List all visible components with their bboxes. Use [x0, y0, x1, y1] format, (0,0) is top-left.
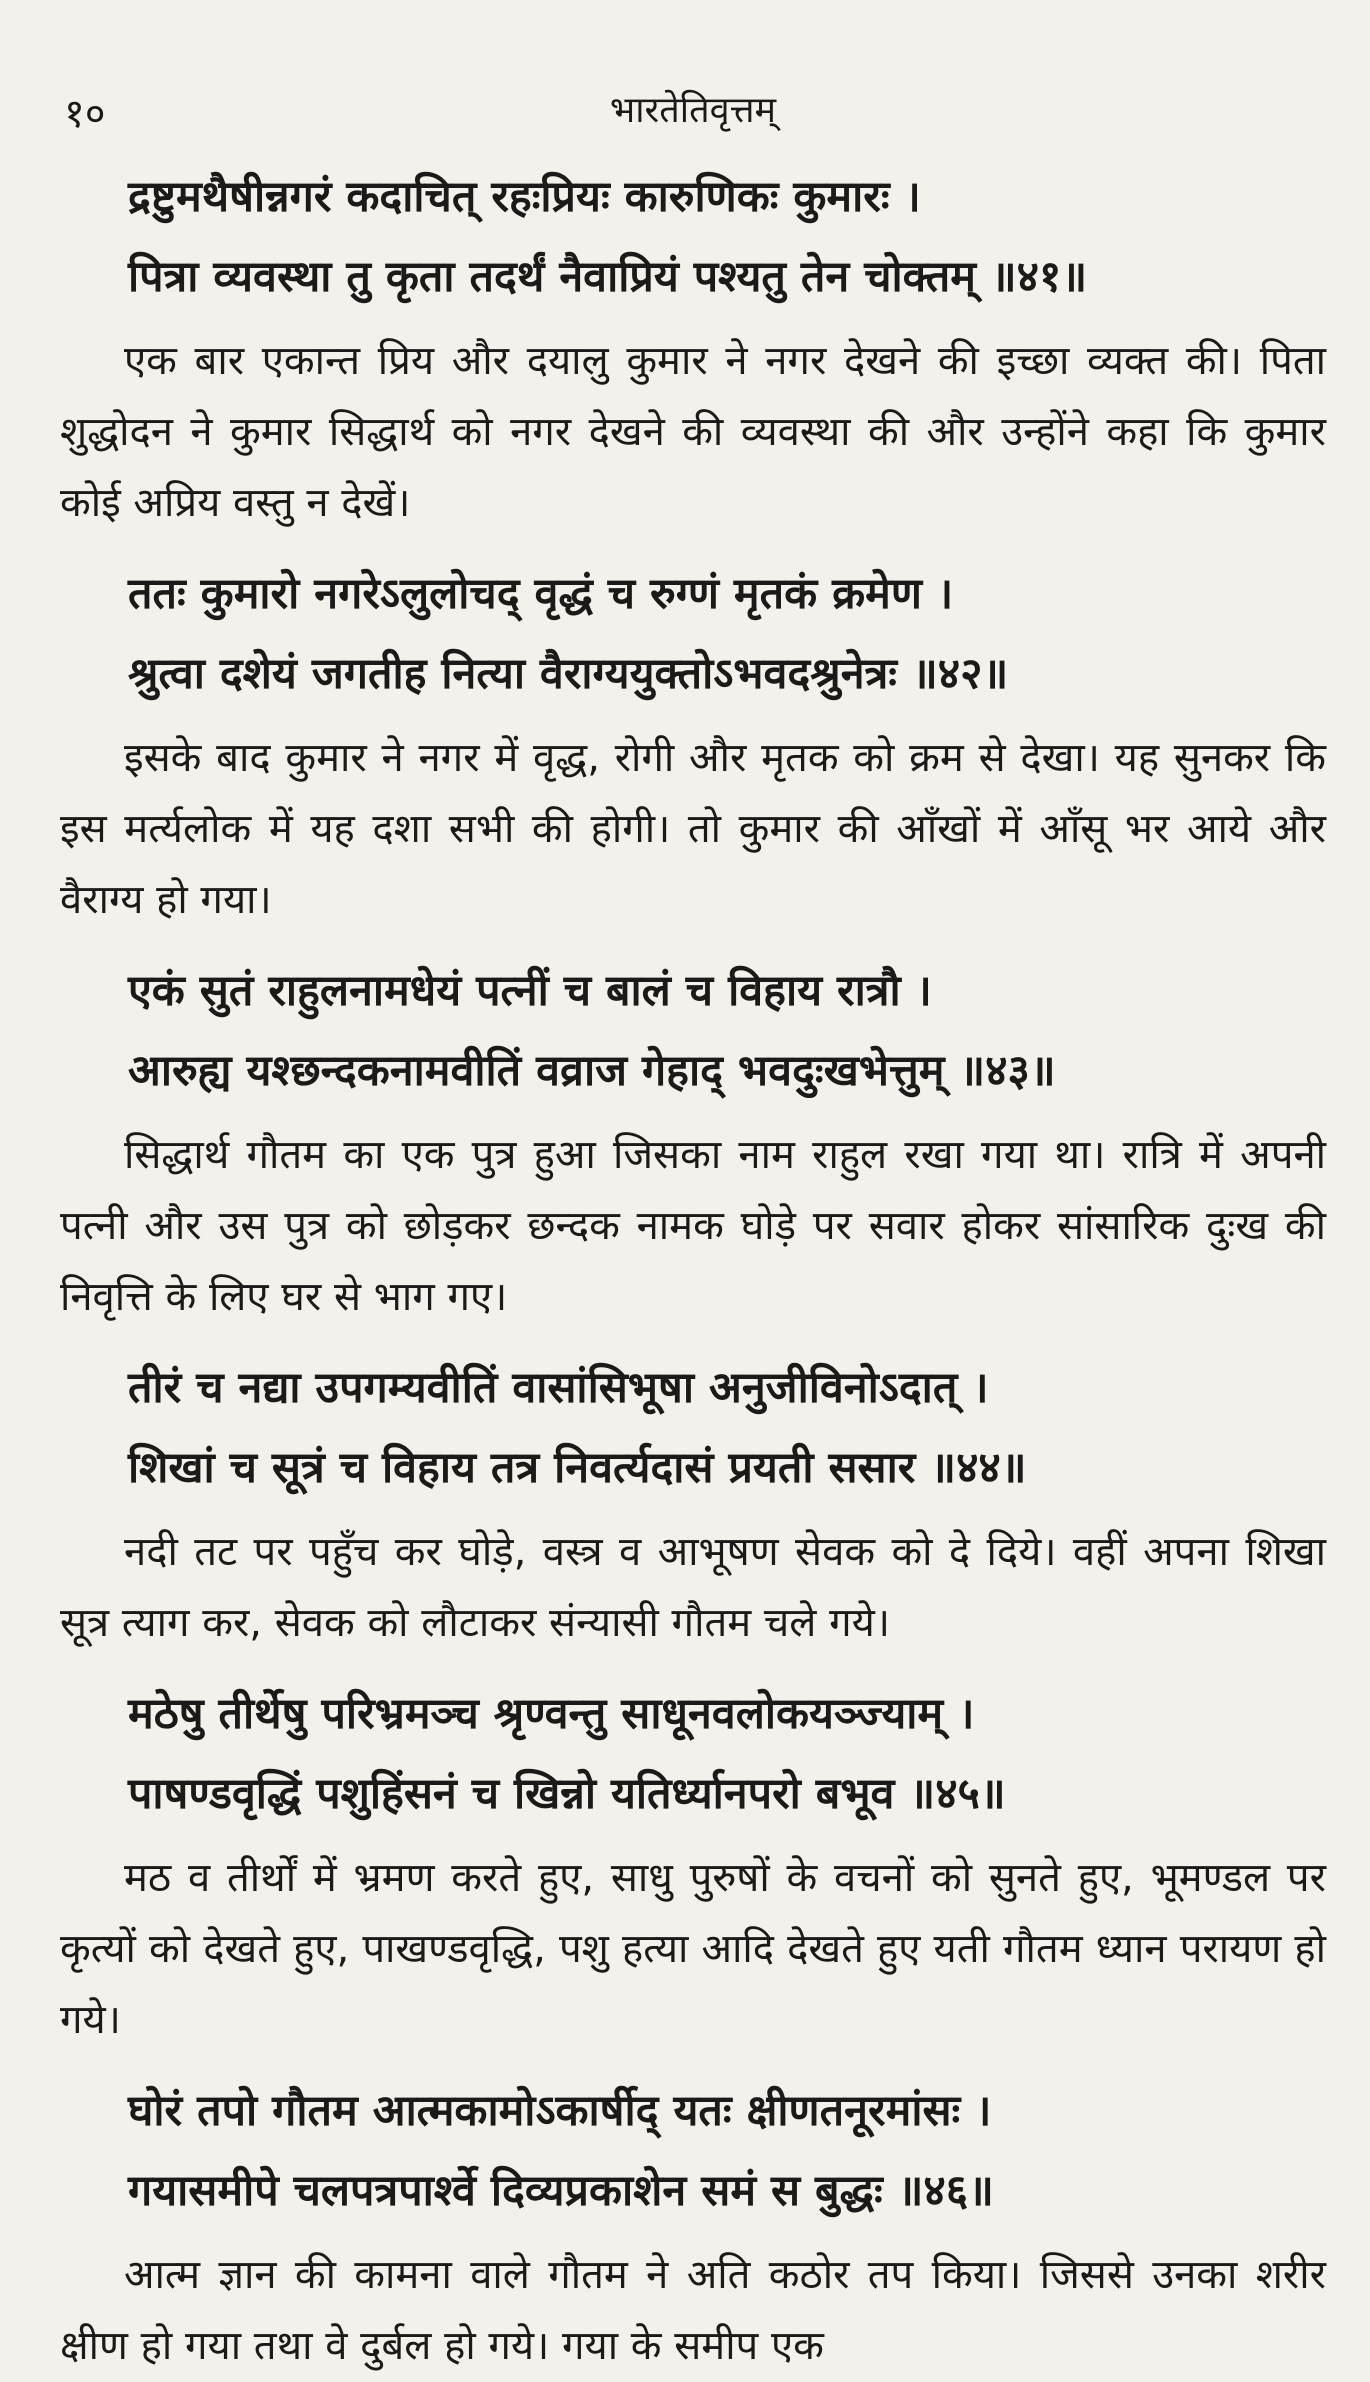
translation-45 — [60, 1843, 1326, 2056]
verse-41 — [60, 160, 1326, 314]
translation-44 — [60, 1517, 1326, 1659]
verse-line: एकं सुतं राहुलनामधेयं पत्नीं च बालं च विहाय रात्रौ । — [128, 966, 932, 1016]
verse-line: ततः कुमारो नगरेऽलुलोचद् वृद्धं च रुग्णं मृतकं क्रमेण । — [128, 569, 954, 619]
verse-45 — [60, 1677, 1326, 1831]
page-number: १० — [64, 91, 106, 137]
verse-line: पित्रा व्यवस्था तु कृता तदर्थं नैवाप्रियं पश्यतु तेन चोक्तम् ॥४१॥ — [128, 252, 1088, 302]
verse-line: श्रुत्वा दशेयं जगतीह नित्या वैराग्ययुक्तोऽभवदश्रुनेत्रः ॥४२॥ — [128, 649, 1009, 699]
verse-43 — [60, 954, 1326, 1108]
verse-46 — [60, 2074, 1326, 2228]
verse-line: गयासमीपे चलपत्रपार्श्वे दिव्यप्रकाशेन समं स बुद्धः ॥४६॥ — [128, 2166, 994, 2216]
verse-line: आरुह्य यश्छन्दकनामवीतिं वव्राज गेहाद् भवदुःखभेत्तुम् ॥४३॥ — [128, 1046, 1056, 1096]
translation-43 — [60, 1120, 1326, 1333]
translation-text: सिद्धार्थ गौतम का एक पुत्र हुआ जिसका नाम राहुल रखा गया था। रात्रि में अपनी पत्नी और उस पुत्र को छोड़कर छन्दक नामक घोड़े पर सवार होकर सांसारिक दुःख की निवृत्ति के लिए घर से भाग गए। — [60, 1132, 1326, 1320]
verse-line: तीरं च नद्या उपगम्यवीतिं वासांसिभूषा अनुजीविनोऽदात् । — [128, 1363, 989, 1413]
translation-text: मठ व तीर्थों में भ्रमण करते हुए, साधु पुरुषों के वचनों को सुनते हुए, भूमण्डल पर कृत्यों को देखते हुए, पाखण्डवृद्धि, पशु हत्या आदि देखते हुए यती गौतम ध्यान परायण हो गये। — [60, 1855, 1326, 2043]
page-header — [60, 84, 1326, 154]
verse-line: घोरं तपो गौतम आत्मकामोऽकार्षीद् यतः क्षीणतनूरमांसः । — [128, 2086, 992, 2136]
translation-42 — [60, 723, 1326, 936]
translation-text: इसके बाद कुमार ने नगर में वृद्ध, रोगी और मृतक को क्रम से देखा। यह सुनकर कि इस मर्त्यलोक में यह दशा सभी की होगी। तो कुमार की आँखों में आँसू भर आये और वैराग्य हो गया। — [60, 735, 1326, 923]
translation-text: आत्म ज्ञान की कामना वाले गौतम ने अति कठोर तप किया। जिससे उनका शरीर क्षीण हो गया तथा वे दुर्बल हो गये। गया के समीप एक — [60, 2252, 1326, 2369]
verse-line: शिखां च सूत्रं च विहाय तत्र निवर्त्यदासं प्रयती ससार ॥४४॥ — [128, 1443, 1027, 1493]
translation-41 — [60, 326, 1326, 539]
verse-line: द्रष्टुमथैषीन्नगरं कदाचित् रहःप्रियः कारुणिकः कुमारः । — [128, 172, 921, 222]
verse-42 — [60, 557, 1326, 711]
translation-46 — [60, 2240, 1326, 2382]
translation-text: एक बार एकान्त प्रिय और दयालु कुमार ने नगर देखने की इच्छा व्यक्त की। पिता शुद्धोदन ने कुमार सिद्धार्थ को नगर देखने की व्यवस्था की और उन्होंने कहा कि कुमार कोई अप्रिय वस्तु न देखें। — [60, 338, 1326, 526]
verse-line: पाषण्डवृद्धिं पशुहिंसनं च खिन्नो यतिर्ध्यानपरो बभूव ॥४५॥ — [128, 1769, 1006, 1819]
verse-line: मठेषु तीर्थेषु परिभ्रमञ्च श्रृण्वन्तु साधूनवलोकयञ्ज्याम् । — [128, 1689, 975, 1739]
verse-44 — [60, 1351, 1326, 1505]
translation-text: नदी तट पर पहुँच कर घोड़े, वस्त्र व आभूषण सेवक को दे दिये। वहीं अपना शिखा सूत्र त्याग कर, सेवक को लौटाकर संन्यासी गौतम चले गये। — [60, 1529, 1326, 1646]
running-title: भारतेतिवृत्तम् — [609, 90, 777, 131]
